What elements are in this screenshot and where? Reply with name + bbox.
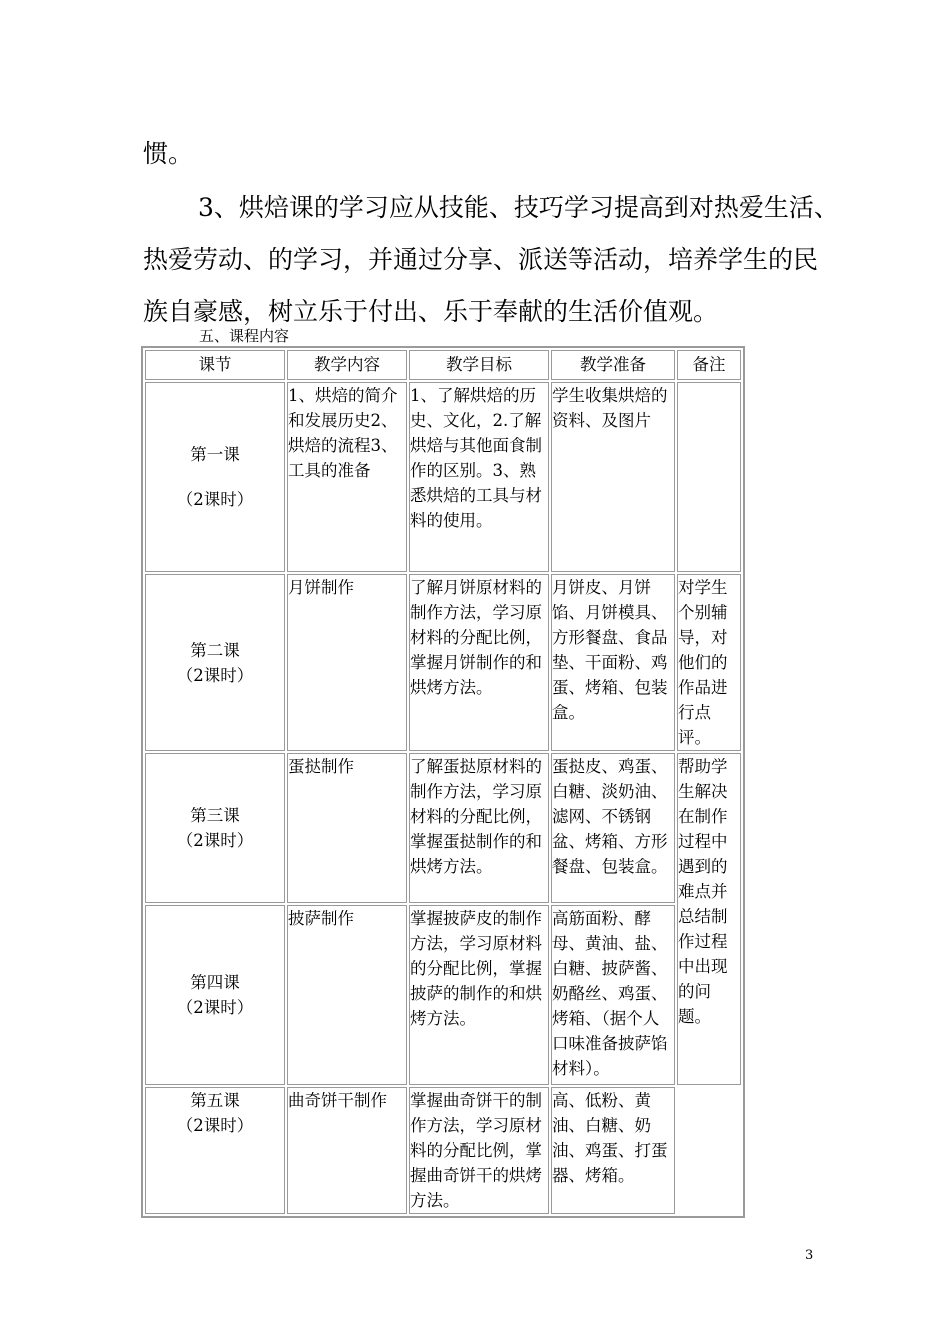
- lesson-cell: [145, 753, 285, 903]
- notes-cell: [677, 1087, 741, 1214]
- goal-cell: 掌握曲奇饼干的制作方法，学习原材料的分配比例，掌握曲奇饼干的烘烤方法。: [409, 1087, 549, 1214]
- lesson-hours: （2课时）: [176, 1116, 254, 1135]
- page-number: 3: [805, 1248, 814, 1263]
- table-row: [145, 574, 741, 751]
- goal-cell: 了解月饼原材料的制作方法，学习原材料的分配比例，掌握月饼制作的和烘烤方法。: [409, 574, 549, 751]
- notes-cell: 帮助学生解决在制作过程中遇到的难点并总结制作过程中出现的问题。: [677, 753, 741, 1085]
- content-cell: 月饼制作: [287, 574, 407, 751]
- lesson-name: 第二课: [190, 640, 240, 660]
- paragraph-item-3: [143, 182, 843, 338]
- section-title: 五、课程内容: [199, 327, 290, 345]
- paragraph-line-3: 族自豪感，树立乐于付出、乐于奉献的生活价值观。: [143, 297, 719, 326]
- goal-cell: 了解蛋挞原材料的制作方法，学习原材料的分配比例，掌握蛋挞制作的和烘烤方法。: [409, 753, 549, 903]
- header-goal: 教学目标: [409, 350, 549, 380]
- prep-cell: 蛋挞皮、鸡蛋、白糖、淡奶油、滤网、不锈钢盆、烤箱、方形餐盘、包装盒。: [551, 753, 675, 903]
- goal-cell: 掌握披萨皮的制作方法，学习原材料的分配比例，掌握披萨的制作的和烘烤方法。: [409, 905, 549, 1085]
- paragraph-line-1: 3、烘焙课的学习应从技能、技巧学习提高到对热爱生活、: [198, 193, 839, 222]
- table-row: [145, 1087, 741, 1214]
- paragraph-continuation: 惯。: [143, 139, 194, 168]
- lesson-cell: [145, 1087, 285, 1214]
- lesson-cell: [145, 905, 285, 1085]
- prep-cell: 高筋面粉、酵母、黄油、盐、白糖、披萨酱、奶酪丝、鸡蛋、烤箱、（据个人口味准备披萨馅材料）。: [551, 905, 675, 1085]
- prep-cell: 高、低粉、黄油、白糖、奶油、鸡蛋、打蛋器、烤箱。: [551, 1087, 675, 1214]
- content-cell: 披萨制作: [287, 905, 407, 1085]
- table-row: [145, 753, 741, 903]
- lesson-name: 第三课: [190, 806, 240, 825]
- lesson-name: 第五课: [190, 1091, 240, 1110]
- course-table: [141, 346, 741, 1218]
- lesson-hours: （2课时）: [176, 831, 254, 850]
- paragraph-line-2: 热爱劳动、的学习，并通过分享、派送等活动，培养学生的民: [143, 245, 819, 274]
- lesson-hours: （2课时）: [176, 998, 254, 1017]
- content-cell: 曲奇饼干制作: [287, 1087, 407, 1214]
- table-row: [145, 905, 741, 1085]
- goal-cell: 1、了解烘焙的历史、文化，2.了解烘焙与其他面食制作的区别。3、熟悉烘焙的工具与材料的使用。: [409, 382, 549, 572]
- lesson-cell: [145, 574, 285, 751]
- content-cell: 蛋挞制作: [287, 753, 407, 903]
- lesson-hours: （2课时）: [176, 490, 254, 509]
- header-content: 教学内容: [287, 350, 407, 380]
- prep-cell: 月饼皮、月饼馅、月饼模具、方形餐盘、食品垫、干面粉、鸡蛋、烤箱、包装盒。: [551, 574, 675, 751]
- notes-cell: [677, 382, 741, 572]
- header-lesson: 课节: [145, 350, 285, 380]
- notes-cell: 对学生个别辅导，对他们的作品进行点评。: [677, 574, 741, 751]
- table-row: [145, 382, 741, 572]
- table-header-row: [145, 350, 741, 380]
- lesson-hours: （2课时）: [176, 665, 254, 685]
- lesson-cell: [145, 382, 285, 572]
- prep-cell: 学生收集烘焙的资料、及图片: [551, 382, 675, 572]
- header-notes: 备注: [677, 350, 741, 380]
- content-cell: 1、烘焙的简介和发展历史2、烘焙的流程3、工具的准备: [287, 382, 407, 572]
- lesson-name: 第一课: [190, 445, 240, 464]
- header-prep: 教学准备: [551, 350, 675, 380]
- lesson-name: 第四课: [190, 973, 240, 992]
